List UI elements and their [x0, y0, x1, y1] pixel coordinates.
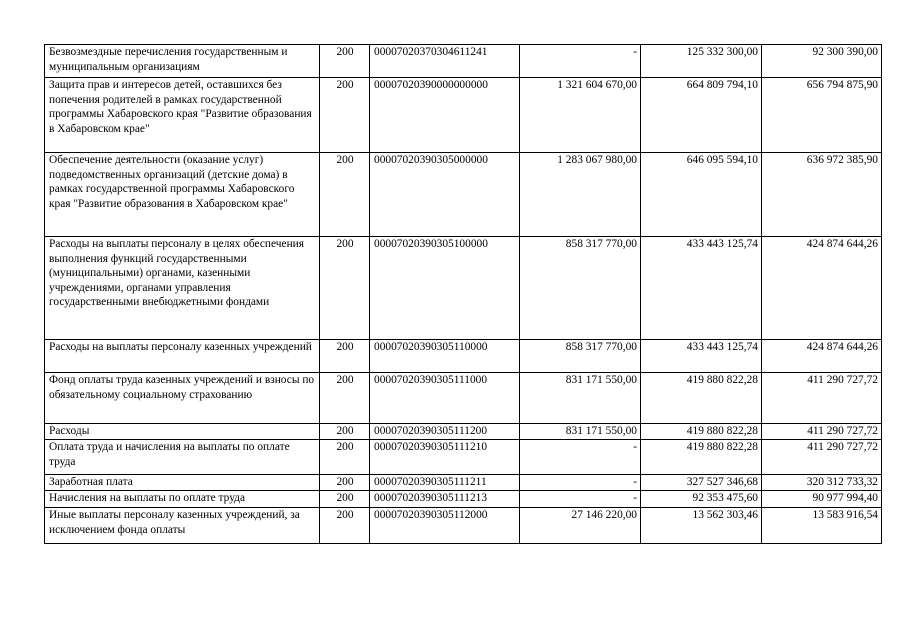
- row-name-cell: Оплата труда и начисления на выплаты по оплате труда: [45, 440, 320, 475]
- row-code-cell: 200: [320, 508, 370, 544]
- row-plan-cell: -: [520, 45, 641, 78]
- table-row: [45, 153, 882, 237]
- row-approved-cell: 92 353 475,60: [641, 491, 762, 508]
- row-name-cell: Заработная плата: [45, 475, 320, 491]
- row-approved-cell: 664 809 794,10: [641, 78, 762, 153]
- table-row: [45, 373, 882, 424]
- row-classification-code-cell: 00007020390000000000: [370, 78, 520, 153]
- row-approved-cell: 419 880 822,28: [641, 424, 762, 440]
- row-plan-cell: 831 171 550,00: [520, 424, 641, 440]
- row-approved-cell: 433 443 125,74: [641, 340, 762, 373]
- row-plan-cell: 831 171 550,00: [520, 373, 641, 424]
- row-code-cell: 200: [320, 424, 370, 440]
- row-code-cell: 200: [320, 45, 370, 78]
- row-plan-cell: -: [520, 440, 641, 475]
- row-executed-cell: 92 300 390,00: [762, 45, 882, 78]
- row-executed-cell: 424 874 644,26: [762, 237, 882, 340]
- row-approved-cell: 419 880 822,28: [641, 373, 762, 424]
- row-name-cell: Расходы: [45, 424, 320, 440]
- row-plan-cell: -: [520, 475, 641, 491]
- row-plan-cell: -: [520, 491, 641, 508]
- table-row: [45, 424, 882, 440]
- row-executed-cell: 656 794 875,90: [762, 78, 882, 153]
- row-approved-cell: 327 527 346,68: [641, 475, 762, 491]
- row-classification-code-cell: 00007020390305000000: [370, 153, 520, 237]
- row-plan-cell: 858 317 770,00: [520, 340, 641, 373]
- row-name-cell: Расходы на выплаты персоналу казенных учреждений: [45, 340, 320, 373]
- row-classification-code-cell: 00007020390305110000: [370, 340, 520, 373]
- row-code-cell: 200: [320, 373, 370, 424]
- row-plan-cell: 1 283 067 980,00: [520, 153, 641, 237]
- row-code-cell: 200: [320, 440, 370, 475]
- row-plan-cell: 1 321 604 670,00: [520, 78, 641, 153]
- row-name-cell: Защита прав и интересов детей, оставшихся без попечения родителей в рамках государственной программы Хабаровского края "Развитие образования в Хабаровском крае": [45, 78, 320, 153]
- row-classification-code-cell: 00007020390305100000: [370, 237, 520, 340]
- table-row: [45, 508, 882, 544]
- table-row: [45, 340, 882, 373]
- table-row: [45, 78, 882, 153]
- row-code-cell: 200: [320, 491, 370, 508]
- row-classification-code-cell: 00007020390305111210: [370, 440, 520, 475]
- table-row: [45, 237, 882, 340]
- row-name-cell: Иные выплаты персоналу казенных учреждений, за исключением фонда оплаты: [45, 508, 320, 544]
- row-classification-code-cell: 00007020370304611241: [370, 45, 520, 78]
- row-code-cell: 200: [320, 237, 370, 340]
- row-approved-cell: 13 562 303,46: [641, 508, 762, 544]
- table-row: [45, 491, 882, 508]
- row-approved-cell: 125 332 300,00: [641, 45, 762, 78]
- row-executed-cell: 411 290 727,72: [762, 440, 882, 475]
- row-executed-cell: 411 290 727,72: [762, 373, 882, 424]
- row-classification-code-cell: 00007020390305111213: [370, 491, 520, 508]
- row-name-cell: Фонд оплаты труда казенных учреждений и взносы по обязательному социальному страхованию: [45, 373, 320, 424]
- row-classification-code-cell: 00007020390305111200: [370, 424, 520, 440]
- row-name-cell: Расходы на выплаты персоналу в целях обеспечения выполнения функций государственными (муниципальными) органами, казенными учреждениями, органами управления государственными внебюджетными фондами: [45, 237, 320, 340]
- table-row: [45, 45, 882, 78]
- row-executed-cell: 13 583 916,54: [762, 508, 882, 544]
- row-plan-cell: 858 317 770,00: [520, 237, 641, 340]
- row-approved-cell: 433 443 125,74: [641, 237, 762, 340]
- row-name-cell: Обеспечение деятельности (оказание услуг) подведомственных организаций (детские дома) в рамках государственной программы Хабаровского края "Развитие образования в Хабаровском крае": [45, 153, 320, 237]
- row-executed-cell: 424 874 644,26: [762, 340, 882, 373]
- row-executed-cell: 636 972 385,90: [762, 153, 882, 237]
- row-approved-cell: 419 880 822,28: [641, 440, 762, 475]
- row-code-cell: 200: [320, 153, 370, 237]
- row-name-cell: Начисления на выплаты по оплате труда: [45, 491, 320, 508]
- row-code-cell: 200: [320, 475, 370, 491]
- table-row: [45, 440, 882, 475]
- row-executed-cell: 90 977 994,40: [762, 491, 882, 508]
- table-row: [45, 475, 882, 491]
- row-executed-cell: 320 312 733,32: [762, 475, 882, 491]
- row-name-cell: Безвозмездные перечисления государственным и муниципальным организациям: [45, 45, 320, 78]
- budget-table: [44, 44, 882, 544]
- row-classification-code-cell: 00007020390305111000: [370, 373, 520, 424]
- row-plan-cell: 27 146 220,00: [520, 508, 641, 544]
- row-code-cell: 200: [320, 340, 370, 373]
- row-approved-cell: 646 095 594,10: [641, 153, 762, 237]
- row-code-cell: 200: [320, 78, 370, 153]
- row-classification-code-cell: 00007020390305112000: [370, 508, 520, 544]
- row-executed-cell: 411 290 727,72: [762, 424, 882, 440]
- row-classification-code-cell: 00007020390305111211: [370, 475, 520, 491]
